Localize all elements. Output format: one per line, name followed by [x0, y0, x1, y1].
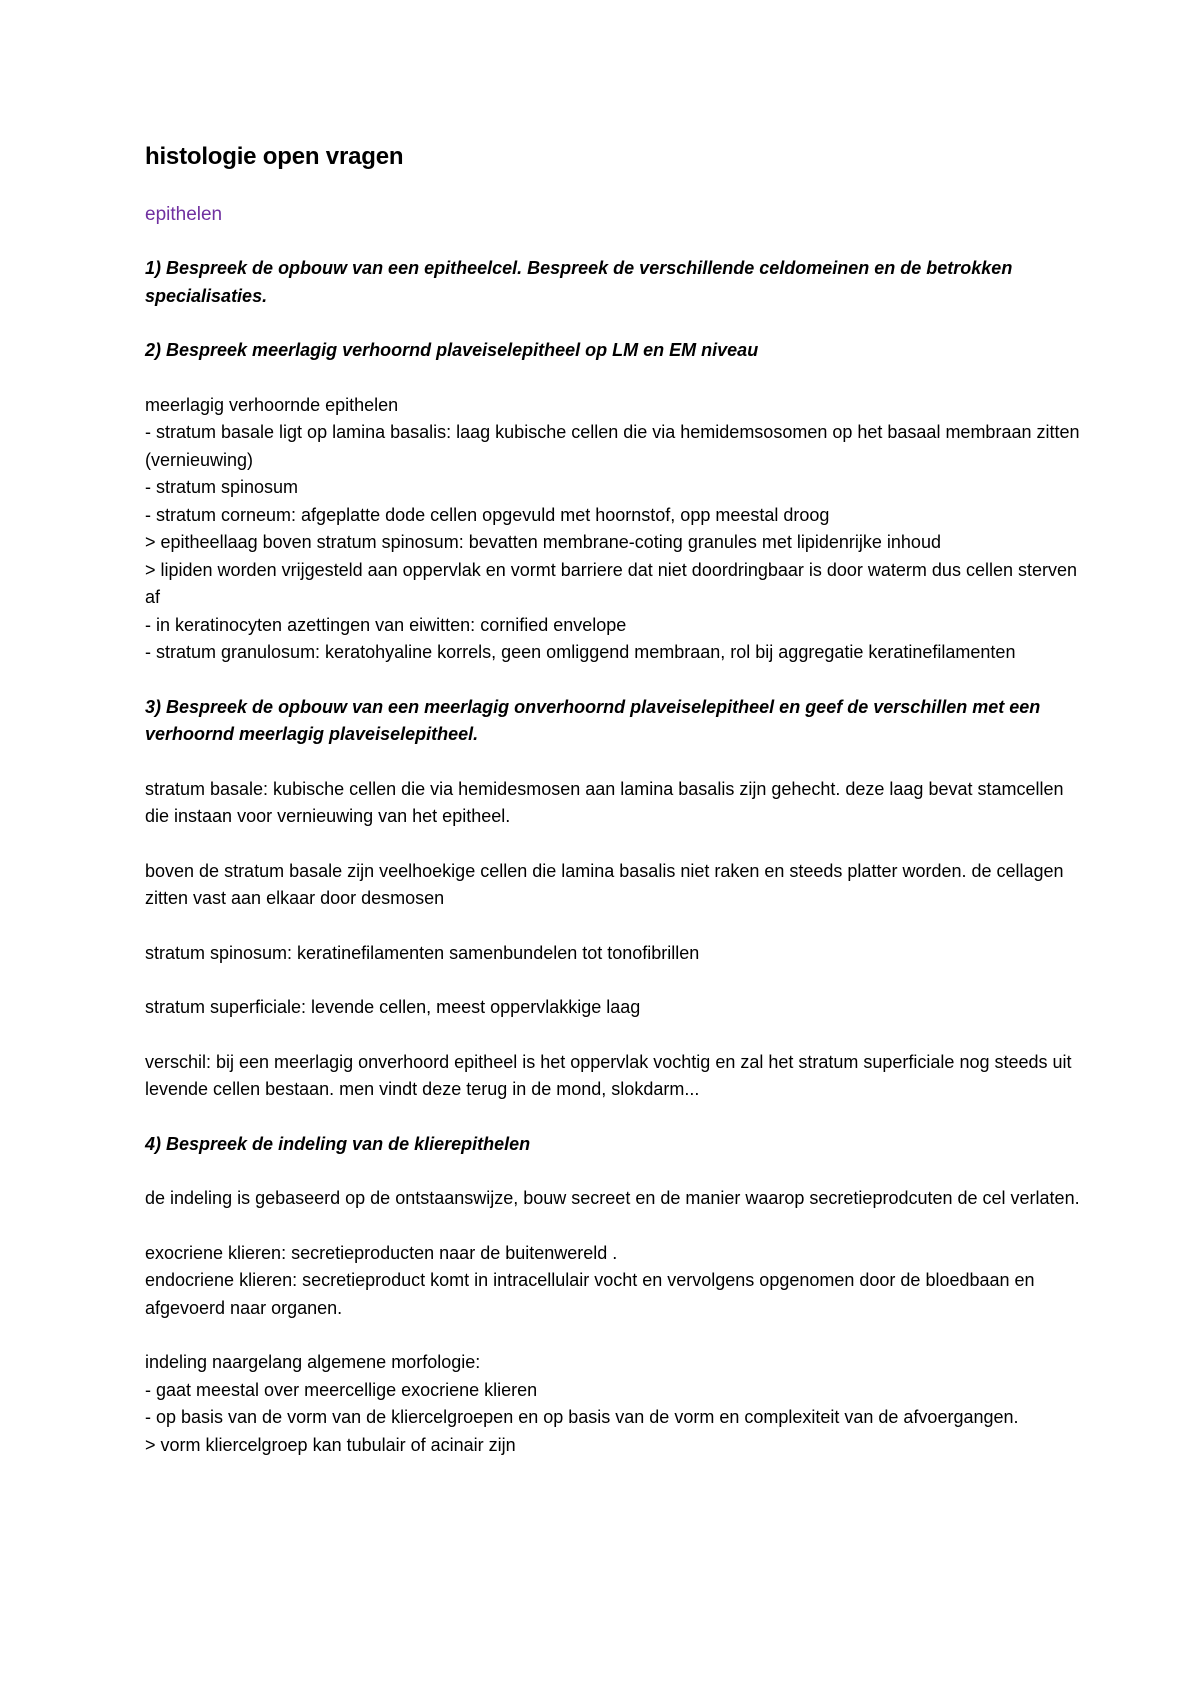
answer-2-line: - stratum basale ligt op lamina basalis: laag kubische cellen die via hemidemsosomen op het basaal membraan zitten (vernieuwing): [145, 422, 1080, 470]
answer-2-line: - stratum corneum: afgeplatte dode cellen opgevuld met hoornstof, opp meestal droog: [145, 504, 830, 525]
answer-2-line: - in keratinocyten azettingen van eiwitten: cornified envelope: [145, 614, 627, 635]
answer-2-line: > epitheellaag boven stratum spinosum: bevatten membrane-coting granules met lipidenrijke inhoud: [145, 532, 941, 552]
answer-2-line: > lipiden worden vrijgesteld aan oppervlak en vormt barriere dat niet doordringbaar is door waterm dus cellen sterven af: [145, 559, 1078, 607]
answer-3-paragraph: stratum superficiale: levende cellen, meest oppervlakkige laag: [145, 997, 641, 1017]
answer-4-line: > vorm kliercelgroep kan tubulair of acinair zijn: [145, 1434, 516, 1455]
answer-4-line: - gaat meestal over meercellige exocriene klieren: [145, 1379, 538, 1400]
answer-4-line: exocriene klieren: secretieproducten naar de buitenwereld .: [145, 1242, 618, 1263]
question-3: 3) Bespreek de opbouw van een meerlagig onverhoornd plaveiselepitheel en geef de verschillen met een verhoornd meerlagig plaveiselepitheel.: [145, 696, 1041, 744]
answer-3-paragraph: stratum spinosum: keratinefilamenten samenbundelen tot tonofibrillen: [145, 942, 700, 963]
answer-2-line: - stratum granulosum: keratohyaline korrels, geen omliggend membraan, rol bij aggregatie keratinefilamenten: [145, 642, 1016, 662]
answer-2: [145, 392, 1080, 667]
answer-4-paragraph: de indeling is gebaseerd op de ontstaanswijze, bouw secreet en de manier waarop secretieprodcuten de cel verlaten.: [145, 1188, 1080, 1208]
answer-4-line: endocriene klieren: secretieproduct komt in intracellulair vocht en vervolgens opgenomen door de bloedbaan en afgevoerd naar organen.: [145, 1270, 1035, 1318]
answer-3-paragraph: stratum basale: kubische cellen die via hemidesmosen aan lamina basalis zijn gehecht. deze laag bevat stamcellen die instaan voor vernieuwing van het epitheel.: [145, 778, 1064, 826]
question-1: 1) Bespreek de opbouw van een epitheelcel. Bespreek de verschillende celdomeinen en de betrokken specialisaties.: [145, 258, 1013, 306]
answer-4-klieren: [145, 1240, 1080, 1323]
answer-4-line: - op basis van de vorm van de kliercelgroepen en op basis van de vorm en complexiteit van de afvoergangen.: [145, 1407, 1019, 1427]
answer-4-line: indeling naargelang algemene morfologie:: [145, 1352, 481, 1372]
question-2: 2) Bespreek meerlagig verhoornd plaveiselepitheel op LM en EM niveau: [145, 340, 759, 360]
answer-3-paragraph: verschil: bij een meerlagig onverhoord epitheel is het oppervlak vochtig en zal het stratum superficiale nog steeds uit levende cellen bestaan. men vindt deze terug in de mond, slokdarm...: [145, 1051, 1072, 1099]
document-title: histologie open vragen: [145, 143, 404, 170]
answer-2-line: - stratum spinosum: [145, 477, 299, 497]
question-4: 4) Bespreek de indeling van de klierepithelen: [145, 1133, 531, 1154]
answer-3-paragraph: boven de stratum basale zijn veelhoekige cellen die lamina basalis niet raken en steeds platter worden. de cellagen zitten vast aan elkaar door desmosen: [145, 860, 1064, 908]
answer-4-morfologie: [145, 1349, 1080, 1459]
answer-2-line: meerlagig verhoornde epithelen: [145, 394, 399, 415]
section-heading-epithelen: epithelen: [145, 204, 223, 225]
